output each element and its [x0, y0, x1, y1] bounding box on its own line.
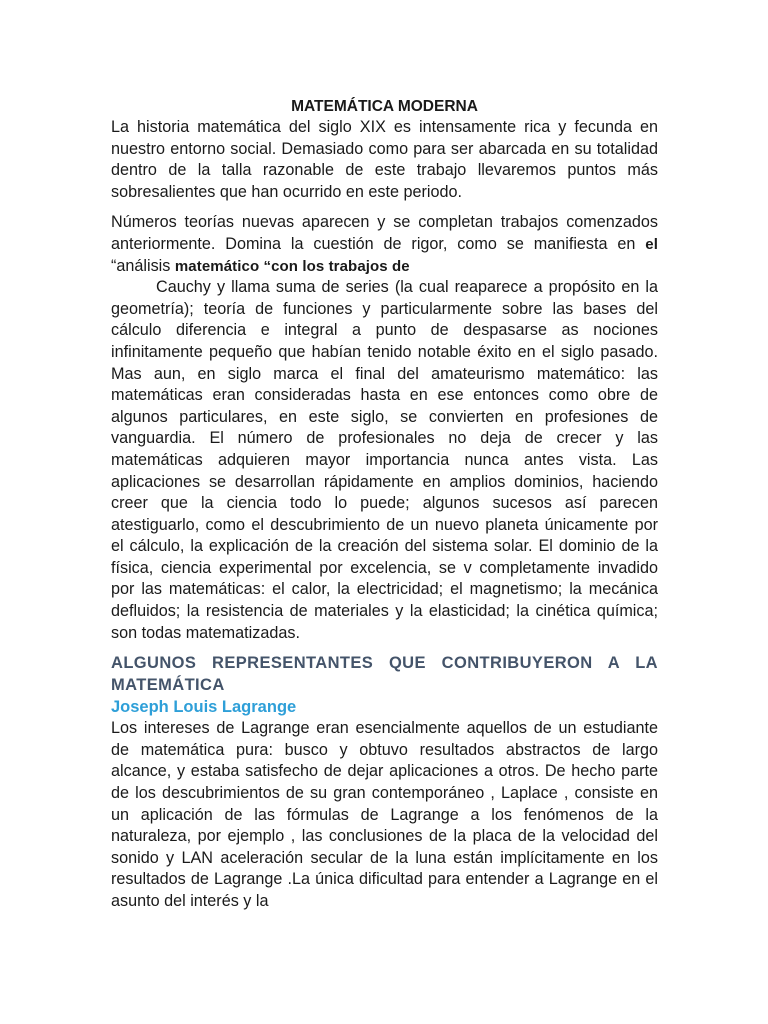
body-paragraph-rest: Cauchy y llama suma de series (la cual reaparece a propósito en la geometría); teoría de funciones y particularmente sobre las bases del cálculo diferencia e integral a punto de despasarse as nociones infinitamente pequeño que habían tenido notable éxito en el siglo pasado. Mas aun, en siglo marca el final del amateurismo matemático: las matemáticas eran consideradas hasta en ese entonces como obre de algunos particulares, en este siglo, se convierten en profesiones de vanguardia. El número de profesionales no deja de crecer y las matemáticas adquieren mayor importancia nunca antes vista. Las aplicaciones se desarrollan rápidamente en amplios dominios, haciendo creer que la ciencia todo lo puede; algunos sucesos así parecen atestiguarlo, como el descubrimiento de un nuevo planeta únicamente por el cálculo, la explicación de la creación del sistema solar. El dominio de la física, ciencia experimental por excelencia, se v completamente invadido por las matemáticas: el calor, la electricidad; el magnetismo; la mecánica defluidos; la resistencia de materiales y la elasticidad; la cinética química; son todas matematizadas. — [111, 278, 658, 642]
section-heading: ALGUNOS REPRESENTANTES QUE CONTRIBUYERON A LA MATEMÁTICA — [111, 654, 658, 695]
body-paragraph — [111, 212, 658, 644]
body-paragraph-bold-matematico: matemático “con los trabajos de — [174, 257, 410, 275]
subsection-heading: Joseph Louis Lagrange — [111, 698, 297, 717]
body-paragraph-analisis: “análisis — [111, 256, 175, 275]
document-title: MATEMÁTICA MODERNA — [291, 98, 478, 115]
document-page — [111, 96, 658, 913]
lagrange-paragraph: Los intereses de Lagrange eran esencialmente aquellos de un estudiante de matemática pura: busco y obtuvo resultados abstractos de largo alcance, y estaba satisfecho de dejar aplicaciones a otros. De hecho parte de los descubrimientos de su gran contemporáneo , Laplace , consiste en un aplicación de las fórmulas de Lagrange a los fenómenos de la naturaleza, por ejemplo , las conclusiones de la placa de la velocidad del sonido y LAN aceleración secular de la luna están implícitamente en los resultados de Lagrange .La única dificultad para entender a Lagrange en el asunto del interés y la — [111, 719, 658, 910]
body-paragraph-start: Números teorías nuevas aparecen y se completan trabajos comenzados anteriormente. Domina la cuestión de rigor, como se manifiesta en — [111, 213, 658, 253]
body-paragraph-bold-el: el — [645, 235, 658, 253]
intro-paragraph: La historia matemática del siglo XIX es intensamente rica y fecunda en nuestro entorno social. Demasiado como para ser abarcada en su totalidad dentro de la talla razonable de este trabajo llevaremos puntos más sobresalientes que han ocurrido en este periodo. — [111, 118, 658, 201]
